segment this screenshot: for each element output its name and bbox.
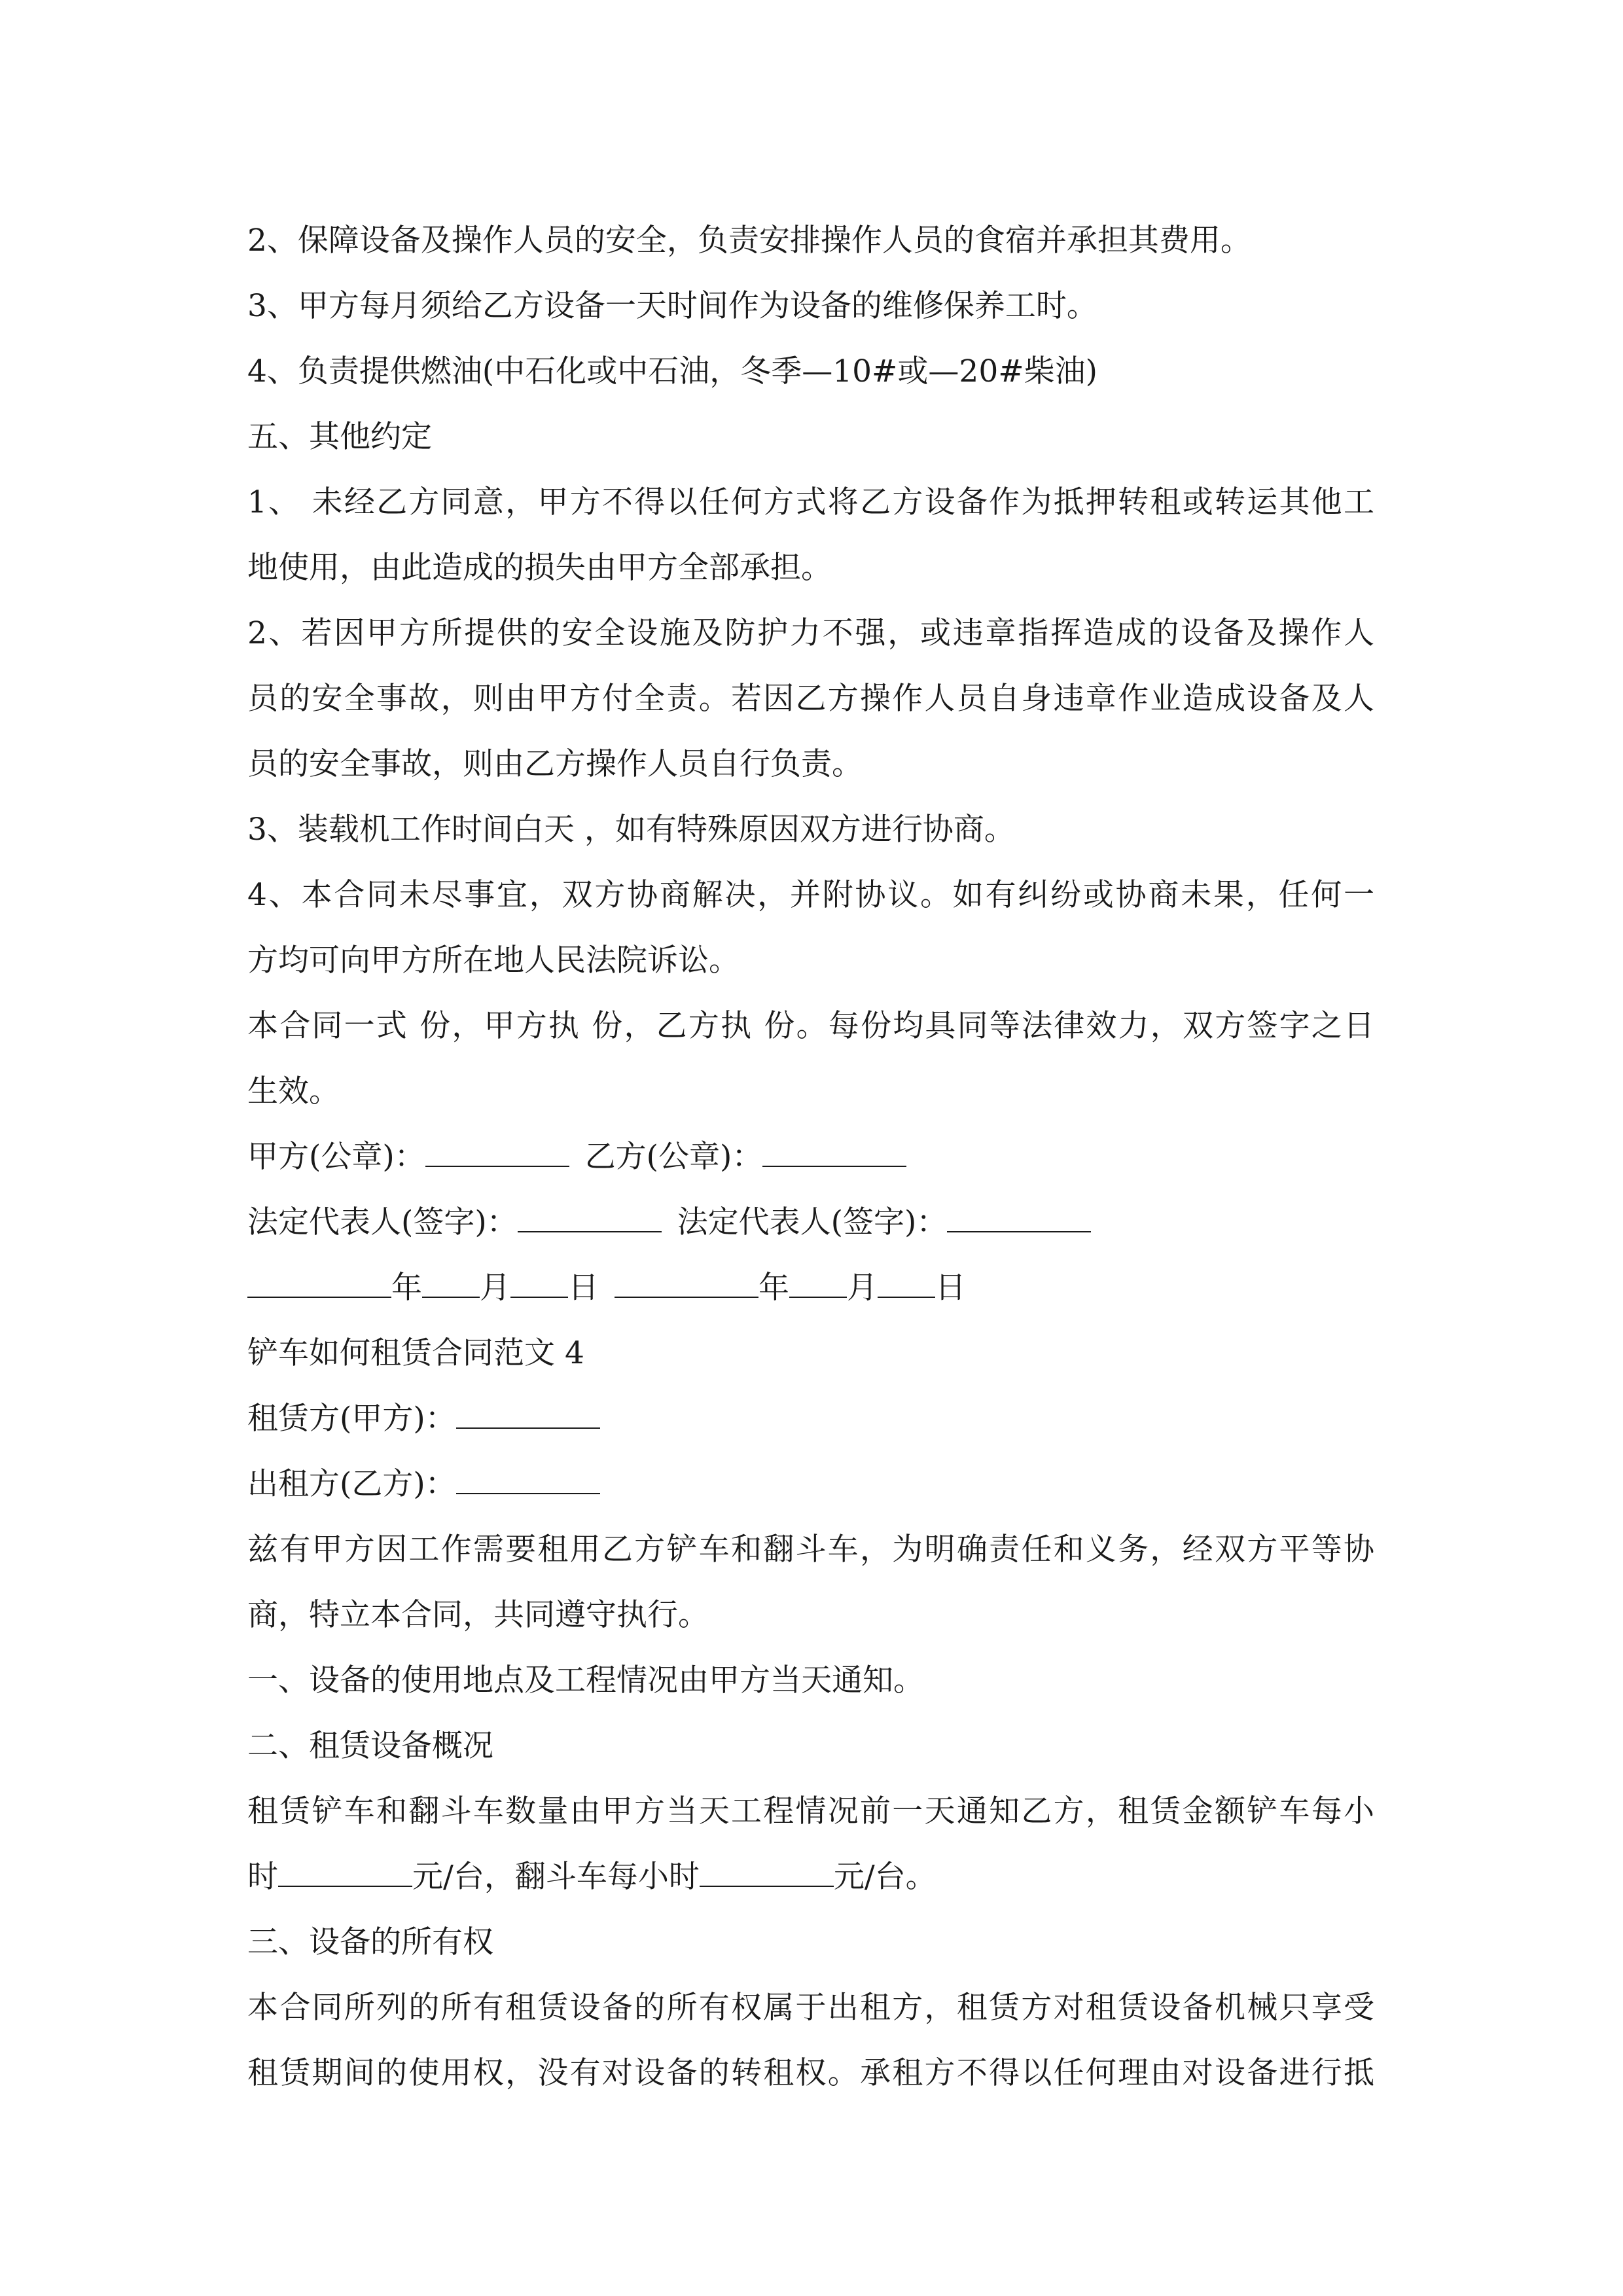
rate-suffix: 元/台。 [833, 1859, 936, 1895]
section-heading: 二、租赁设备概况 [247, 1728, 493, 1764]
lessor-blank[interactable] [456, 1471, 600, 1494]
rate-prefix: 时 [247, 1859, 278, 1895]
day-label: 日 [935, 1270, 966, 1306]
clause-line: 4、负责提供燃油(中石化或中石油，冬季—10#或—20#柴油) [247, 353, 1097, 389]
preamble-line: 商，特立本合同，共同遵守执行。 [247, 1597, 709, 1633]
document-title: 铲车如何租赁合同范文 4 [247, 1335, 584, 1371]
party-a-month-blank[interactable] [422, 1274, 480, 1298]
date-line [247, 1255, 1374, 1321]
clause-line: 生效。 [247, 1073, 340, 1109]
seal-signature-line [247, 1124, 1374, 1190]
section-heading: 三、设备的所有权 [247, 1924, 493, 1960]
clause-line: 员的安全事故，则由甲方付全责。若因乙方操作人员自身违章作业造成设备及人 [247, 681, 1374, 717]
party-a-seal-blank[interactable] [425, 1143, 569, 1167]
party-b-seal-blank[interactable] [762, 1143, 906, 1167]
lessor-line [247, 1452, 1374, 1517]
year-label: 年 [758, 1270, 789, 1306]
dump-truck-rate-blank[interactable] [700, 1863, 834, 1887]
clause-line: 3、装载机工作时间白天 ，如有特殊原因双方进行协商。 [247, 812, 1015, 848]
section-heading: 一、设备的使用地点及工程情况由甲方当天通知。 [247, 1662, 924, 1698]
lessee-label: 租赁方(甲方)： [247, 1401, 456, 1437]
rate-middle: 元/台，翻斗车每小时 [412, 1859, 700, 1895]
document-body [247, 208, 1374, 2106]
party-a-day-blank[interactable] [510, 1274, 568, 1298]
party-b-representative-label: 法定代表人(签字)： [677, 1204, 948, 1240]
clause-line: 2、若因甲方所提供的安全设施及防护力不强，或违章指挥造成的设备及操作人 [247, 615, 1374, 651]
party-b-representative-blank[interactable] [947, 1209, 1091, 1232]
clause-line: 4、本合同未尽事宜，双方协商解决，并附协议。如有纠纷或协商未果，任何一 [247, 877, 1374, 913]
clause-line: 3、甲方每月须给乙方设备一天时间作为设备的维修保养工时。 [247, 288, 1097, 324]
clause-line: 1、 未经乙方同意，甲方不得以任何方式将乙方设备作为抵押转租或转运其他工 [247, 484, 1374, 520]
rental-rate-line [247, 1844, 1374, 1910]
party-b-seal-label: 乙方(公章)： [584, 1139, 763, 1175]
section-heading: 五、其他约定 [247, 419, 432, 455]
month-label: 月 [847, 1270, 878, 1306]
party-a-year-blank[interactable] [247, 1274, 391, 1298]
lessee-blank[interactable] [456, 1405, 600, 1429]
party-a-representative-label: 法定代表人(签字)： [247, 1204, 518, 1240]
clause-line: 本合同一式 份，甲方执 份，乙方执 份。每份均具同等法律效力，双方签字之日 [247, 1008, 1374, 1044]
representative-signature-line [247, 1190, 1374, 1255]
party-b-month-blank[interactable] [789, 1274, 847, 1298]
clause-line: 本合同所列的所有租赁设备的所有权属于出租方，租赁方对租赁设备机械只享受 [247, 1990, 1374, 2026]
preamble-line: 兹有甲方因工作需要租用乙方铲车和翻斗车，为明确责任和义务，经双方平等协 [247, 1532, 1374, 1568]
clause-line: 方均可向甲方所在地人民法院诉讼。 [247, 942, 740, 978]
month-label: 月 [480, 1270, 510, 1306]
lessee-line [247, 1386, 1374, 1452]
clause-line: 2、保障设备及操作人员的安全，负责安排操作人员的食宿并承担其费用。 [247, 223, 1251, 259]
lessor-label: 出租方(乙方)： [247, 1466, 456, 1502]
day-label: 日 [568, 1270, 599, 1306]
clause-line: 租赁铲车和翻斗车数量由甲方当天工程情况前一天通知乙方，租赁金额铲车每小 [247, 1793, 1374, 1829]
clause-line: 租赁期间的使用权，没有对设备的转租权。承租方不得以任何理由对设备进行抵 [247, 2055, 1374, 2091]
loader-rate-blank[interactable] [278, 1863, 412, 1887]
party-b-year-blank[interactable] [615, 1274, 758, 1298]
clause-line: 地使用，由此造成的损失由甲方全部承担。 [247, 550, 832, 586]
clause-line: 员的安全事故，则由乙方操作人员自行负责。 [247, 746, 863, 782]
party-a-seal-label: 甲方(公章)： [247, 1139, 425, 1175]
year-label: 年 [391, 1270, 422, 1306]
party-a-representative-blank[interactable] [518, 1209, 662, 1232]
party-b-day-blank[interactable] [878, 1274, 935, 1298]
